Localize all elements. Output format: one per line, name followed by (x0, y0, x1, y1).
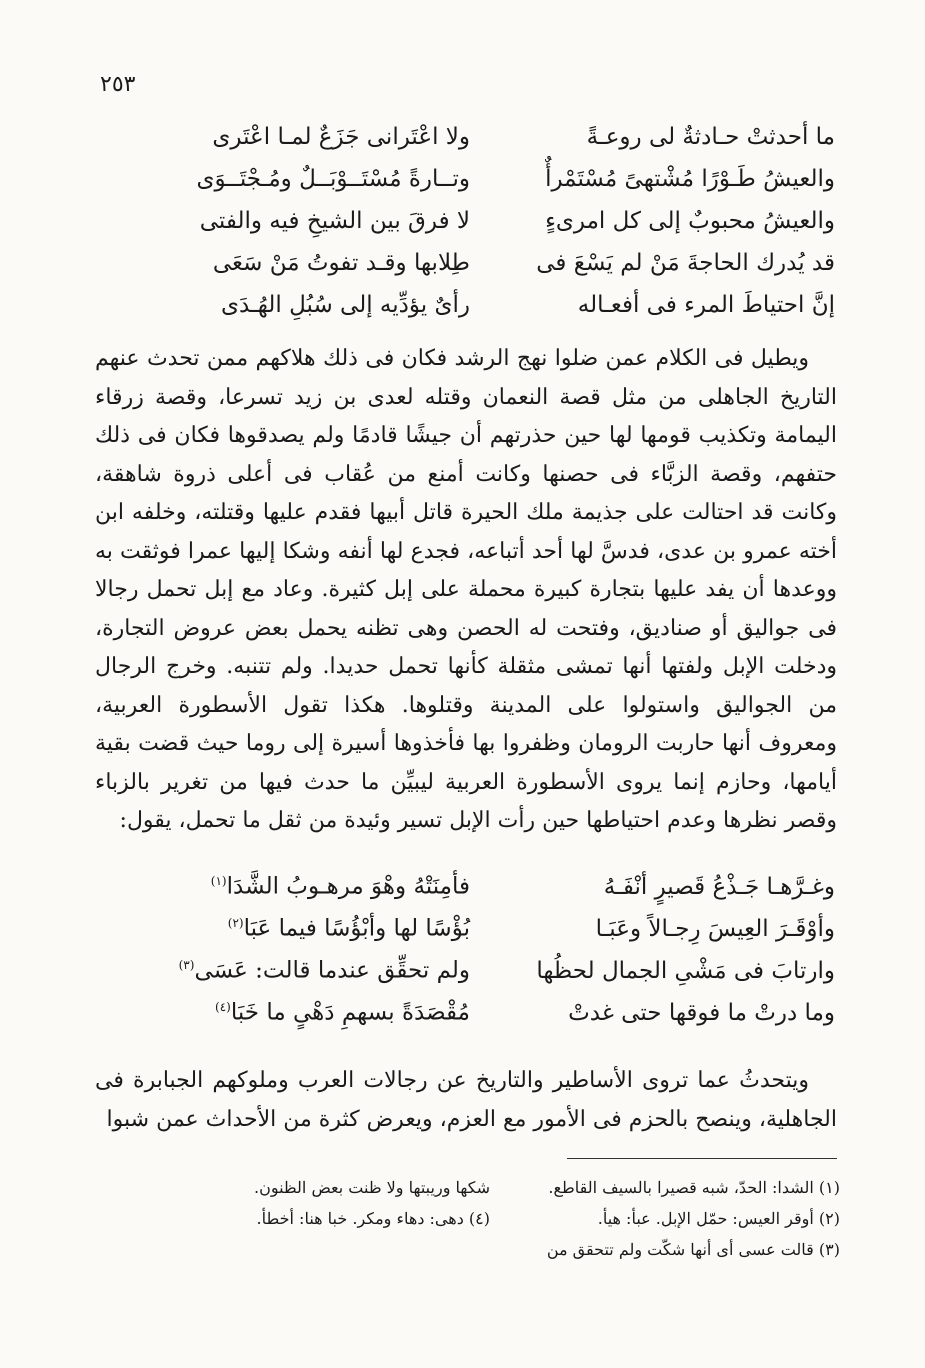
footnote-2: (٢) أوقر العيس: حمّل الإبل. عبأ: هيأ. (597, 1209, 840, 1228)
verse-hemistich-first: وغـرَّهـا جَـذْعُ قَصيرٍ أنْفَـهُ (603, 873, 835, 900)
verse-block-1 (150, 116, 835, 326)
page-number: ٢٥٣ (100, 72, 136, 97)
verse-hemistich-second: طِلابها وقـد تفوتُ مَنْ سَعَى (212, 249, 470, 276)
verse-line (150, 992, 835, 1034)
verse-hemistich-first: قد يُدرك الحاجةَ مَنْ لم يَسْعَ فى (536, 249, 835, 276)
verse-line (150, 200, 835, 242)
verse-hemistich-second: لا فرقَ بين الشيخِ فيه والفتى (199, 207, 470, 234)
verse-text: ولم تحقِّق عندما قالت: عَسَى (194, 957, 470, 984)
verse-hemistich-first: والعيشُ محبوبٌ إلى كل امرىءٍ (545, 207, 835, 234)
verse-hemistich-second (150, 917, 470, 941)
footnotes-column-left (150, 1172, 490, 1265)
verse-hemistich-second: وتــارةً مُسْتَــوْبَــلٌ ومُـجْتَــوَى (196, 165, 470, 192)
verse-block-2 (150, 866, 835, 1034)
footnote-marker[interactable]: (٢) (227, 916, 244, 931)
paragraph-1 (95, 340, 837, 841)
footnotes (150, 1172, 840, 1265)
verse-hemistich-first: والعيشُ طَـوْرًا مُشْتهىً مُسْتَمْرأٌ (545, 165, 835, 192)
verse-line (150, 908, 835, 950)
verse-hemistich-second (150, 1001, 470, 1025)
footnote-marker[interactable]: (٣) (178, 958, 195, 973)
verse-hemistich-second (150, 959, 470, 983)
verse-line (150, 158, 835, 200)
verse-hemistich-first: وأوْقَـرَ العِيسَ رِجـالاً وعَبَـا (595, 915, 835, 942)
verse-hemistich-second: رأىٌ يؤدِّيه إلى سُبُلِ الهُـدَى (220, 291, 470, 318)
verse-line (150, 950, 835, 992)
verse-line (150, 116, 835, 158)
footnote-3-continued: شكها وريبتها ولا ظنت بعض الظنون. (253, 1178, 490, 1197)
verse-text: فأمِنَتْهُ وهْوَ مرهـوبُ الشَّدَا (226, 873, 470, 900)
paragraph-2 (95, 1062, 837, 1139)
verse-hemistich-first: وما درتْ ما فوقها حتى غدتْ (568, 999, 835, 1026)
verse-hemistich-second: ولا اعْتَرانى جَزَعٌ لمـا اعْتَرى (212, 123, 470, 150)
verse-line (150, 866, 835, 908)
footnote-3: (٣) قالت عسى أى أنها شكّت ولم تتحقق من (546, 1240, 840, 1259)
paragraph-text: ويطيل فى الكلام عمن ضلوا نهج الرشد فكان فى ذلك هلاكهم ممن تحدث عنهم التاريخ الجاهلى من مثل قصة النعمان وقتله لعدى بن زيد تسرعا، وقصة زرقاء اليمامة وتكذيب قومها لها حين حذرتهم أن جيشًا قادمًا ولم يصدقوها فكان فى ذلك حتفهم، وقصة الزبَّاء فى حصنها وكانت أمنع من عُقاب فى أعلى ذروة شاهقة، وكانت قد احتالت على جذيمة ملك الحيرة قاتل أبيها فقدم عليها وقتلته، وخلفه ابن أخته عمرو بن عدى، فدسَّ لها أحد أتباعه، فجدع لها أنفه وشكا إليها عمرا فوثقت به ووعدها أن يفد عليها بتجارة كبيرة محملة على إبل كثيرة. وعاد مع إبل تحمل رجالا فى جواليق أو صناديق، وفتحت له الحصن وهى تظنه يحمل بعض عروض التجارة، ودخلت الإبل ولفتها أنها تمشى مثقلة كأنها تحمل حديدا. ولم تتنبه. وخرج الرجال من الجواليق واستولوا على المدينة وقتلوها. هكذا تقول الأسطورة العربية، ومعروف أنها حاربت الرومان وظفروا بها فأخذوها أسيرة إلى روما حيث قضت بقية أيامها، وحازم إنما يروى الأسطورة العربية ليبيِّن ما حدث فيها من تغرير بالزباء وقصر نظرها وعدم احتياطها حين رأت الإبل تسير وئيدة من ثقل ما تحمل، يقول: (95, 346, 837, 833)
verse-hemistich-first: ما أحدثتْ حـادثةٌ لى روعـةً (586, 123, 835, 150)
verse-text: بُؤْسًا لها وأبْؤُسًا فيما عَبَا (243, 915, 470, 942)
verse-line (150, 284, 835, 326)
verse-hemistich-second (150, 875, 470, 899)
verse-hemistich-first: وارتابَ فى مَشْىِ الجمال لحظُها (536, 957, 835, 984)
verse-line (150, 242, 835, 284)
footnote-marker[interactable]: (٤) (215, 1000, 231, 1015)
footnote-1: (١) الشدا: الحدّ، شبه قصيرا بالسيف القاطع. (548, 1178, 840, 1197)
verse-text: مُقْصَدَةً بسهمِ دَهْىٍ ما خَبَا (230, 999, 470, 1026)
verse-hemistich-first: إنَّ احتياطَ المرء فى أفعـاله (577, 291, 835, 318)
footnote-divider (567, 1158, 837, 1159)
footnote-marker[interactable]: (١) (210, 874, 227, 889)
footnote-4: (٤) دهى: دهاء ومكر. خبا هنا: أخطأ. (256, 1209, 490, 1228)
paragraph-text: ويتحدثُ عما تروى الأساطير والتاريخ عن رجالات العرب وملوكهم الجبابرة فى الجاهلية، وينصح بالحزم فى الأمور مع العزم، ويعرض كثرة من الأحداث عمن شبوا (95, 1068, 837, 1132)
footnotes-column-right (500, 1172, 840, 1265)
